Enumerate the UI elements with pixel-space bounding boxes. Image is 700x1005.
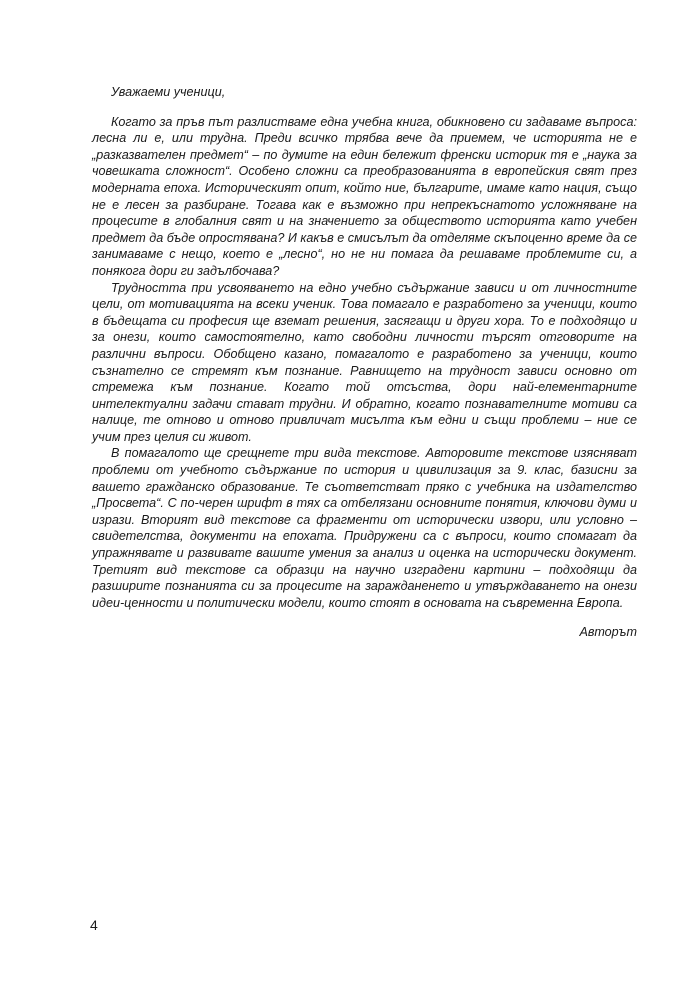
page-number: 4 — [90, 917, 98, 933]
paragraph-3: В помагалото ще срещнете три вида текстове. Авторовите текстове изясняват проблеми от учебното съдържание по история и цивилизация за 9. клас, базисни за вашето гражданско образование. Те съответстват пряко с учебника на издателство „Просвета“. С по-черен шрифт в тях са отбелязани основните понятия, ключови думи и изрази. Вторият вид текстове са фрагменти от исторически извори, или условно – свидетелства, документи на епохата. Придружени са с въпроси, които спомагат да упражнявате и развивате вашите умения за анализ и оценка на исторически документ. Третият вид текстове са образци на научно изградени картини – подходящи да разширите познанията си за процесите на заражданенето и утвърждаването на онези идеи-ценности и политически модели, които стоят в основата на съвременна Европа. — [92, 446, 637, 610]
paragraph-1: Когато за пръв път разлистваме една учебна книга, обикновено си задаваме въпроса: лесна ли е, или трудна. Преди всичко трябва вече да приемем, че историята не е „разказвателен предмет“ – по думите на един бележит френски историк тя е „наука за човешката сложност“. Особено сложни са преобразованията в европейския свят през модерната епоха. Историческият опит, който ние, българите, имаме като нация, също не е лесен за разбиране. Тогава как е възможно при непрекъснатото усложняване на процесите в глобалния свят и на значението за обществото историята като учебен предмет да бъде опростявана? И какъв е смисълът да отделяме скъпоценно време да се занимаваме с нещо, което е „лесно“, но не ни помага да решаваме проблемите си, а понякога дори ги задълбочава? — [92, 114, 637, 278]
author-signature: Авторът — [579, 625, 637, 640]
letter-body — [92, 84, 637, 654]
paragraph-2: Трудността при усвояването на едно учебно съдържание зависи и от личностните цели, от мотивацията на всеки ученик. Това помагало е разработено за ученици, които в бъдещата си професия ще вземат решения, засягащи и други хора. То е подходящо и за онези, които самостоятелно, като свободни личности търсят отговорите на различни въпроси. Обобщено казано, помагалото е разработено за ученици, които съзнателно се стремят към познание. Равнището на трудност зависи основно от стремежа към познание. Когато той отсъства, дори най-елементарните интелектуални задачи стават трудни. И обратно, когато познавателните мотиви са налице, те отново и отново привличат мисълта към едни и същи проблеми – ние се учим през целия си живот. — [92, 280, 637, 444]
salutation: Уважаеми ученици, — [111, 85, 226, 99]
